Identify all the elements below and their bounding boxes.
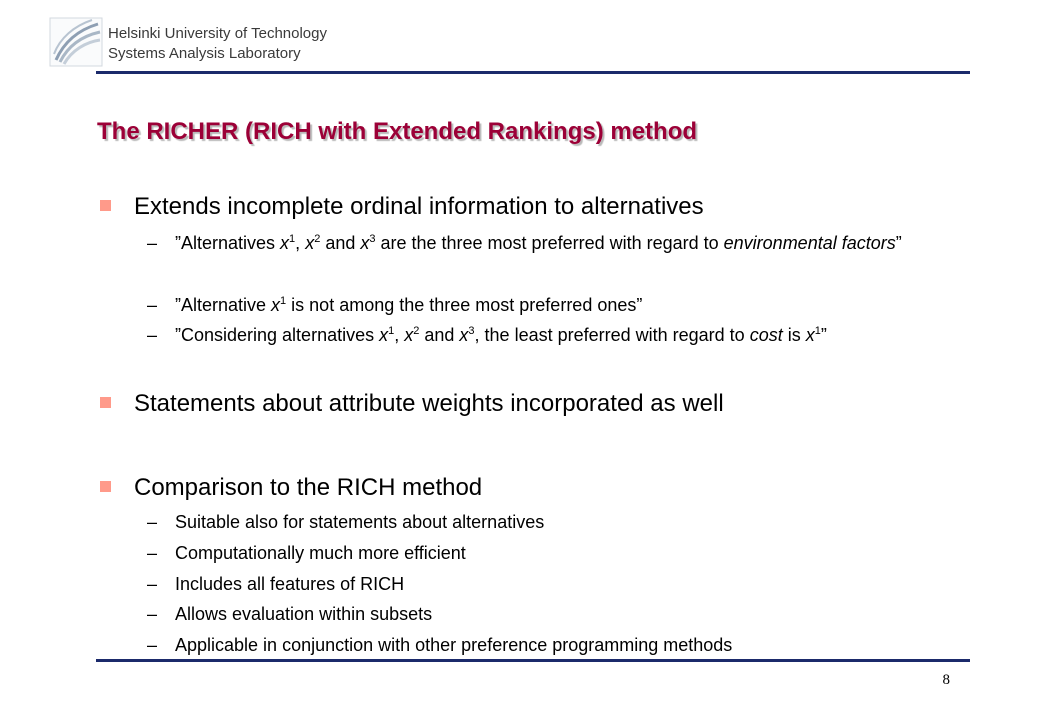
- page-number: 8: [942, 672, 950, 688]
- bullet-3-text: Comparison to the RICH method: [134, 474, 483, 501]
- sub-item-text: Includes all features of RICH: [175, 574, 405, 594]
- bullet-2-text: Statements about attribute weights incorporated as well: [134, 390, 724, 417]
- dash-marker: –: [147, 574, 158, 594]
- sub-item: [147, 632, 947, 659]
- sub-item-text: Allows evaluation within subsets: [175, 604, 433, 624]
- sub-item: [147, 292, 947, 319]
- bullet-square-icon: [100, 200, 111, 211]
- sub-item: [147, 322, 947, 349]
- sub-item-text: Computationally much more efficient: [175, 543, 466, 563]
- sub-item: [147, 571, 947, 598]
- dash-marker: –: [147, 635, 158, 655]
- sub-item-text: Suitable also for statements about alternatives: [175, 512, 545, 532]
- dash-marker: –: [147, 295, 158, 315]
- sub-item: [147, 230, 947, 257]
- sub-item-text: ”Considering alternatives $x^1$, $x^2$ and $x^3$, the least preferred with regard to cost is $x^1$”: [175, 325, 827, 345]
- university-logo: [48, 16, 104, 68]
- bullet-square-icon: [100, 397, 111, 408]
- sub-item: [147, 540, 947, 567]
- bullet-3: [100, 474, 482, 502]
- dash-marker: –: [147, 325, 158, 345]
- bullet-1-text: Extends incomplete ordinal information to alternatives: [134, 193, 704, 220]
- footer-rule: [96, 659, 970, 662]
- bullet-square-icon: [100, 481, 111, 492]
- sub-item: [147, 509, 947, 536]
- sub-item-text: ”Alternatives $x^1$, $x^2$ and $x^3$ are the three most preferred with regard to environmental factors”: [175, 233, 902, 253]
- dash-marker: –: [147, 512, 158, 532]
- sub-item-text: Applicable in conjunction with other preference programming methods: [175, 635, 733, 655]
- dash-marker: –: [147, 233, 158, 253]
- sub-item-text: ”Alternative $x^1$ is not among the three most preferred ones”: [175, 295, 643, 315]
- sub-item: [147, 601, 947, 628]
- header-rule: [96, 71, 970, 74]
- institution-line-1: Helsinki University of Technology: [108, 25, 327, 42]
- bullet-1: [100, 193, 704, 221]
- slide-title: The RICHER (RICH with Extended Rankings) method: [97, 118, 698, 145]
- bullet-2: [100, 390, 724, 418]
- institution-name: [108, 24, 327, 64]
- dash-marker: –: [147, 543, 158, 563]
- dash-marker: –: [147, 604, 158, 624]
- institution-line-2: Systems Analysis Laboratory: [108, 45, 301, 62]
